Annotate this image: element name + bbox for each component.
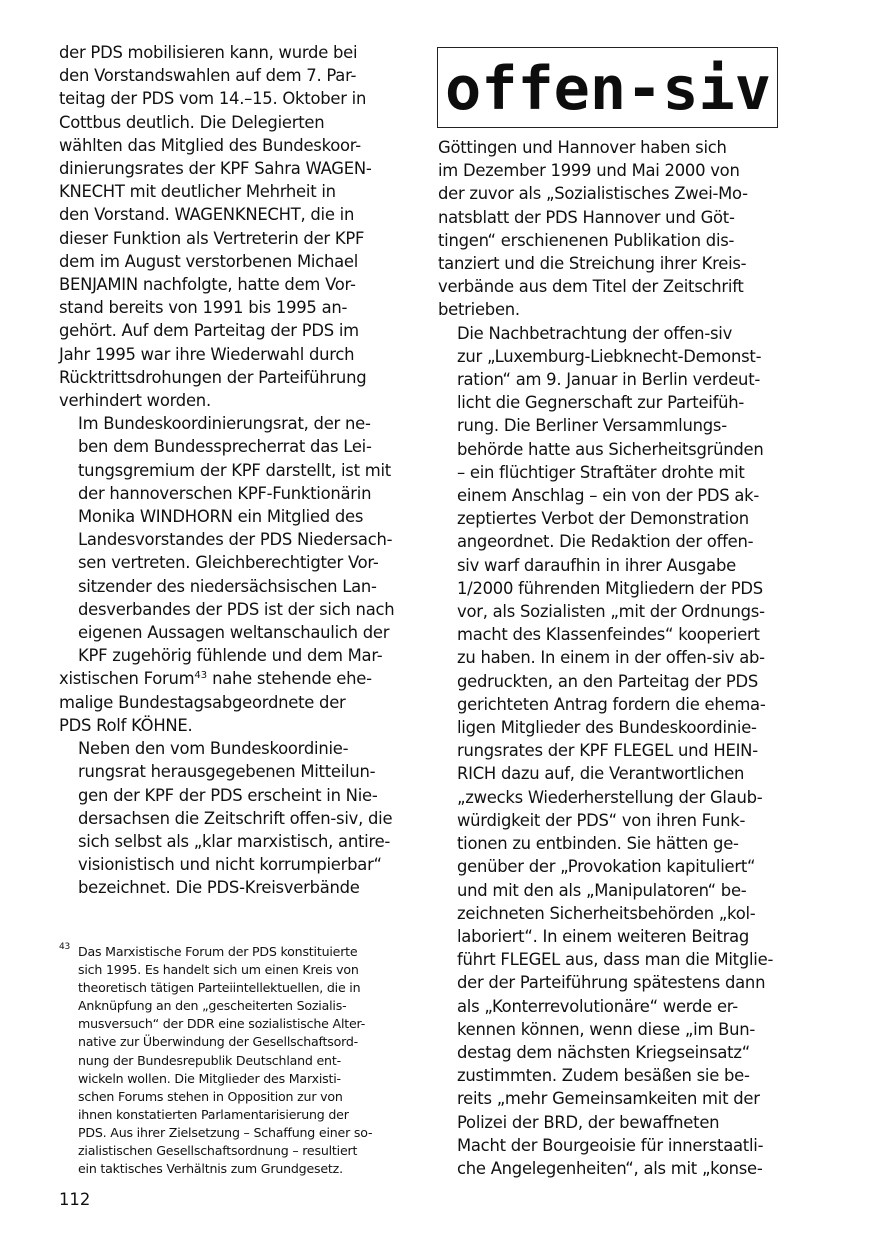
paragraph-line-with-footnote-ref: xistischen Forum$^{43}$ nahe stehende ehe- xyxy=(59,669,372,689)
text-line: Jahr 1995 war ihre Wiederwahl durch xyxy=(59,344,355,364)
text-line: behörde hatte aus Sicherheitsgründen xyxy=(457,439,764,459)
text-line: Rücktrittsdrohungen der Parteiführung xyxy=(59,367,367,387)
text-line: reits „mehr Gemeinsamkeiten mit der xyxy=(457,1089,760,1109)
text-line: kennen können, wenn diese „im Bun- xyxy=(457,1019,756,1039)
text-line: siv warf daraufhin in ihrer Ausgabe xyxy=(457,555,736,575)
text-line: PDS Rolf KÖHNE. xyxy=(59,715,193,735)
text-line: gerichteten Antrag fordern die ehema- xyxy=(457,694,766,714)
text-line: bezeichnet. Die PDS-Kreisverbände xyxy=(78,878,360,898)
text-line: verhindert worden. xyxy=(59,391,211,411)
paragraph xyxy=(59,412,405,667)
text-line: wählten das Mitglied des Bundeskoor- xyxy=(59,135,361,155)
text-line: und mit den als „Manipulatoren“ be- xyxy=(457,880,747,900)
text-line: BENJAMIN nachfolgte, hatte dem Vor- xyxy=(59,275,356,295)
text-line: der der Parteiführung spätestens dann xyxy=(457,973,766,993)
text-line: zialistischen Gesellschaftsordnung – resultiert xyxy=(78,1143,358,1159)
offen-siv-logo-graphic xyxy=(438,48,779,129)
text-line: dieser Funktion als Vertreterin der KPF xyxy=(59,228,365,248)
text-line: KNECHT mit deutlicher Mehrheit in xyxy=(59,182,336,202)
text-line: zu haben. In einem in der offen-siv ab- xyxy=(457,648,765,668)
text-line: einem Anschlag – ein von der PDS ak- xyxy=(457,486,760,506)
text-line: gehört. Auf dem Parteitag der PDS im xyxy=(59,321,359,341)
text-line: den Vorstandswahlen auf dem 7. Par- xyxy=(59,66,357,86)
text-line: eigenen Aussagen weltanschaulich der xyxy=(78,623,390,643)
text-line: – ein flüchtiger Straftäter drohte mit xyxy=(457,462,745,482)
paragraph xyxy=(59,41,405,412)
text-line: Macht der Bourgeoisie für innerstaatli- xyxy=(457,1135,764,1155)
text-line: genüber der „Provokation kapituliert“ xyxy=(457,857,756,877)
text-line: KPF zugehörig fühlende und dem Mar- xyxy=(78,646,383,666)
text-line: rung. Die Berliner Versammlungs- xyxy=(457,416,727,436)
text-line: tanziert und die Streichung ihrer Kreis- xyxy=(438,254,747,274)
text-line: Anknüpfung an den „gescheiterten Sozialis- xyxy=(78,998,347,1014)
paragraph xyxy=(438,136,780,322)
text-line: che Angelegenheiten“, als mit „konse- xyxy=(457,1158,763,1178)
text-line: teitag der PDS vom 14.–15. Oktober in xyxy=(59,89,367,109)
footnote-number: 43 xyxy=(59,942,71,952)
left-column xyxy=(59,41,405,900)
text-line: verbände aus dem Titel der Zeitschrift xyxy=(438,277,744,297)
text-line: ration“ am 9. Januar in Berlin verdeut- xyxy=(457,370,761,390)
text-line: sitzender des niedersächsischen Lan- xyxy=(78,576,377,596)
text-line: zustimmten. Zudem besäßen sie be- xyxy=(457,1066,750,1086)
footnote-reference[interactable]: 43 xyxy=(194,670,208,682)
text-line: den Vorstand. WAGENKNECHT, die in xyxy=(59,205,355,225)
text-line: gedruckten, an den Parteitag der PDS xyxy=(457,671,758,691)
text-line: nung der Bundesrepublik Deutschland ent- xyxy=(78,1052,341,1068)
text-line: führt FLEGEL aus, dass man die Mitglie- xyxy=(457,950,774,970)
text-line: schen Forums stehen in Opposition zur von xyxy=(78,1088,343,1104)
text-line: Neben den vom Bundeskoordinie- xyxy=(78,739,349,759)
text-line: destag dem nächsten Kriegseinsatz“ xyxy=(457,1042,750,1062)
text-line: zeichneten Sicherheitsbehörden „kol- xyxy=(457,903,756,923)
text-line: der zuvor als „Sozialistisches Zwei-Mo- xyxy=(438,184,748,204)
text-line: Polizei der BRD, der bewaffneten xyxy=(457,1112,720,1132)
text-line: wickeln wollen. Die Mitglieder des Marxisti- xyxy=(78,1070,341,1086)
page-number: 112 xyxy=(59,1190,91,1209)
text-line: native zur Überwindung der Gesellschaftsord- xyxy=(78,1034,359,1050)
text-line: vor, als Sozialisten „mit der Ordnungs- xyxy=(457,602,765,622)
text-line: Landesvorstandes der PDS Niedersach- xyxy=(78,530,393,550)
text-line: zur „Luxemburg-Liebknecht-Demonst- xyxy=(457,346,762,366)
text-line: laboriert“. In einem weiteren Beitrag xyxy=(457,926,750,946)
text-line: sich selbst als „klar marxistisch, antire- xyxy=(78,831,391,851)
text-line: stand bereits von 1991 bis 1995 an- xyxy=(59,298,348,318)
text-line: zeptiertes Verbot der Demonstration xyxy=(457,509,749,529)
text-line: ben dem Bundessprecherrat das Lei- xyxy=(78,437,372,457)
text-line: rungsrat herausgegebenen Mitteilun- xyxy=(78,762,376,782)
text-line: desverbandes der PDS ist der sich nach xyxy=(78,599,395,619)
text-line: rungsrates der KPF FLEGEL und HEIN- xyxy=(457,741,758,761)
text-line: der PDS mobilisieren kann, wurde bei xyxy=(59,43,358,62)
text-line: macht des Klassenfeindes“ kooperiert xyxy=(457,625,760,645)
paragraph xyxy=(438,322,780,1181)
text-line: ihnen konstatierten Parlamentarisierung der xyxy=(78,1106,349,1122)
text-line: licht die Gegnerschaft zur Parteifüh- xyxy=(457,393,745,413)
text-line: PDS. Aus ihrer Zielsetzung – Schaffung einer so- xyxy=(78,1124,373,1140)
text-line: gen der KPF der PDS erscheint in Nie- xyxy=(78,785,378,805)
text-line: angeordnet. Die Redaktion der offen- xyxy=(457,532,754,552)
text-line: der hannoverschen KPF-Funktionärin xyxy=(78,483,372,503)
text-line: Monika WINDHORN ein Mitglied des xyxy=(78,507,364,527)
text-line: Cottbus deutlich. Die Delegierten xyxy=(59,112,325,132)
text-line: malige Bundestagsabgeordnete der xyxy=(59,692,346,712)
text-line: visionistisch und nicht korrumpierbar“ xyxy=(78,855,382,875)
text-line: tionen zu entbinden. Sie hätten ge- xyxy=(457,834,739,854)
text-line: sich 1995. Es handelt sich um einen Kreis von xyxy=(78,962,359,978)
footnote xyxy=(59,943,405,1178)
text-line: Göttingen und Hannover haben sich xyxy=(438,138,727,157)
text-line: ligen Mitglieder des Bundeskoordinie- xyxy=(457,718,757,738)
paragraph xyxy=(59,737,405,899)
paragraph xyxy=(59,691,405,737)
footnote-text xyxy=(78,943,405,1178)
text-line: theoretisch tätigen Parteiintellektuellen, die in xyxy=(78,980,361,996)
text-line: Im Bundeskoordinierungsrat, der ne- xyxy=(78,414,371,434)
text-line: musversuch“ der DDR eine sozialistische Alter- xyxy=(78,1016,366,1032)
text-line: im Dezember 1999 und Mai 2000 von xyxy=(438,161,740,181)
text-line: sen vertreten. Gleichberechtigter Vor- xyxy=(78,553,379,573)
text-line: Das Marxistische Forum der PDS konstituierte xyxy=(78,944,358,959)
svg-text:offen-siv: offen-siv xyxy=(445,54,771,124)
offen-siv-logo xyxy=(437,47,778,128)
text-line: ein taktisches Verhältnis zum Grundgesetz. xyxy=(78,1161,343,1177)
text-line: tingen“ erschienenen Publikation dis- xyxy=(438,230,735,250)
text-line: betrieben. xyxy=(438,300,520,320)
text-line: 1/2000 führenden Mitgliedern der PDS xyxy=(457,578,763,598)
text-line: dersachsen die Zeitschrift offen-siv, die xyxy=(78,808,393,828)
text-line: Die Nachbetrachtung der offen-siv xyxy=(457,323,733,343)
text-line: RICH dazu auf, die Verantwortlichen xyxy=(457,764,745,784)
text-line: dem im August verstorbenen Michael xyxy=(59,251,359,271)
text-line: als „Konterrevolutionäre“ werde er- xyxy=(457,996,738,1016)
right-column xyxy=(438,136,780,1180)
text-line: tungsgremium der KPF darstellt, ist mit xyxy=(78,460,391,480)
text-line: „zwecks Wiederherstellung der Glaub- xyxy=(457,787,763,807)
text-line: würdigkeit der PDS“ von ihren Funk- xyxy=(457,810,746,830)
text-line: natsblatt der PDS Hannover und Göt- xyxy=(438,207,735,227)
text-line: dinierungsrates der KPF Sahra WAGEN- xyxy=(59,159,372,179)
